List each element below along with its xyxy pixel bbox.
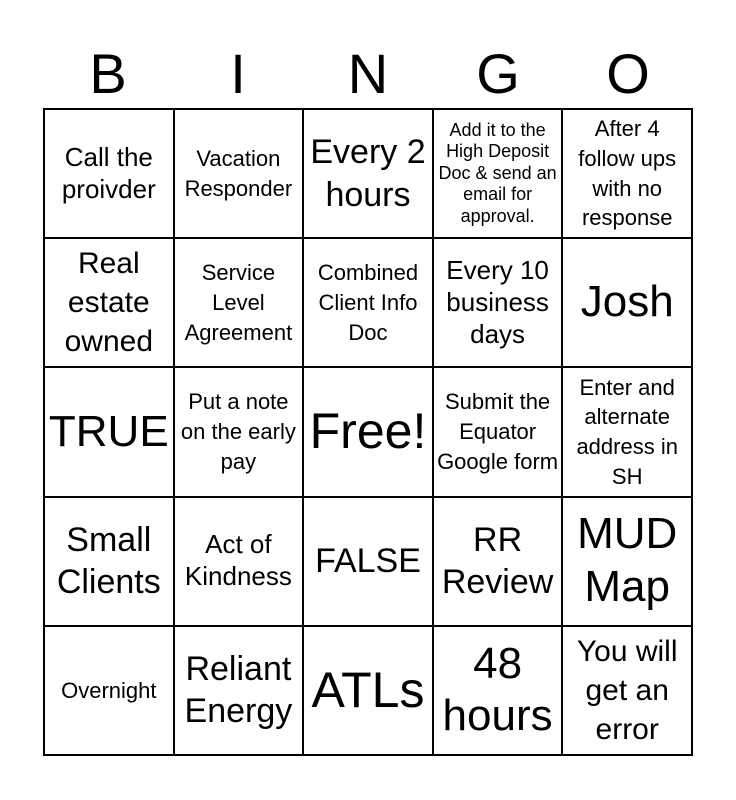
cell-label: Small Clients <box>56 520 161 602</box>
cell-label: Real estate owned <box>64 247 153 359</box>
bingo-cell-r5c3[interactable] <box>303 626 433 755</box>
bingo-cell-r3c4[interactable] <box>433 367 563 496</box>
bingo-cell-r3c1[interactable] <box>44 367 174 496</box>
bingo-cell-r2c3[interactable] <box>303 238 433 367</box>
header-letter-n: N <box>347 42 389 105</box>
cell-label: Combined Client Info Doc <box>317 260 419 345</box>
cell-label: FALSE <box>315 541 421 580</box>
bingo-cell-r4c3[interactable] <box>303 497 433 626</box>
header-letter-g: G <box>476 42 520 105</box>
bingo-cell-r4c5[interactable] <box>562 497 692 626</box>
cell-label: Reliant Energy <box>184 649 293 731</box>
bingo-cell-r3c3-free[interactable] <box>303 367 433 496</box>
cell-label: Every 2 hours <box>310 133 426 214</box>
cell-label: MUD Map <box>577 509 678 612</box>
bingo-cell-r5c4[interactable] <box>433 626 563 755</box>
bingo-header <box>43 40 693 108</box>
bingo-cell-r4c4[interactable] <box>433 497 563 626</box>
cell-label: Add it to the High Deposit Doc & send an email for approval. <box>438 119 557 226</box>
bingo-cell-r1c5[interactable] <box>562 109 692 238</box>
bingo-cell-r3c2[interactable] <box>174 367 304 496</box>
cell-label: ATLs <box>311 661 425 718</box>
cell-label: Submit the Equator Google form <box>437 389 559 474</box>
bingo-cell-r2c4[interactable] <box>433 238 563 367</box>
cell-label: After 4 follow ups with no response <box>578 116 677 231</box>
cell-label: Vacation Responder <box>184 145 293 201</box>
header-letter-b: B <box>89 42 127 105</box>
bingo-cell-r5c5[interactable] <box>562 626 692 755</box>
bingo-cell-r1c1[interactable] <box>44 109 174 238</box>
header-letter-i: I <box>230 42 246 105</box>
bingo-cell-r2c2[interactable] <box>174 238 304 367</box>
cell-label: You will get an error <box>576 634 678 746</box>
cell-label: Act of Kindness <box>184 529 292 592</box>
bingo-cell-r1c3[interactable] <box>303 109 433 238</box>
cell-label: RR Review <box>441 520 554 602</box>
bingo-cell-r3c5[interactable] <box>562 367 692 496</box>
bingo-cell-r2c5[interactable] <box>562 238 692 367</box>
cell-label: 48 hours <box>442 638 553 741</box>
cell-label: TRUE <box>48 406 169 456</box>
cell-label: Call the proivder <box>61 141 156 204</box>
bingo-cell-r4c2[interactable] <box>174 497 304 626</box>
cell-label: Every 10 business days <box>446 255 549 349</box>
bingo-cell-r5c1[interactable] <box>44 626 174 755</box>
cell-label: Free! <box>309 403 427 460</box>
header-letter-o: O <box>606 42 650 105</box>
cell-label: Josh <box>580 277 674 327</box>
cell-label: Put a note on the early pay <box>180 389 296 474</box>
cell-label: Service Level Agreement <box>184 260 293 345</box>
cell-label: Enter and alternate address in SH <box>576 374 678 489</box>
bingo-board <box>43 108 693 756</box>
bingo-cell-r4c1[interactable] <box>44 497 174 626</box>
bingo-cell-r2c1[interactable] <box>44 238 174 367</box>
bingo-cell-r1c2[interactable] <box>174 109 304 238</box>
bingo-cell-r5c2[interactable] <box>174 626 304 755</box>
bingo-cell-r1c4[interactable] <box>433 109 563 238</box>
cell-label: Overnight <box>61 677 157 703</box>
